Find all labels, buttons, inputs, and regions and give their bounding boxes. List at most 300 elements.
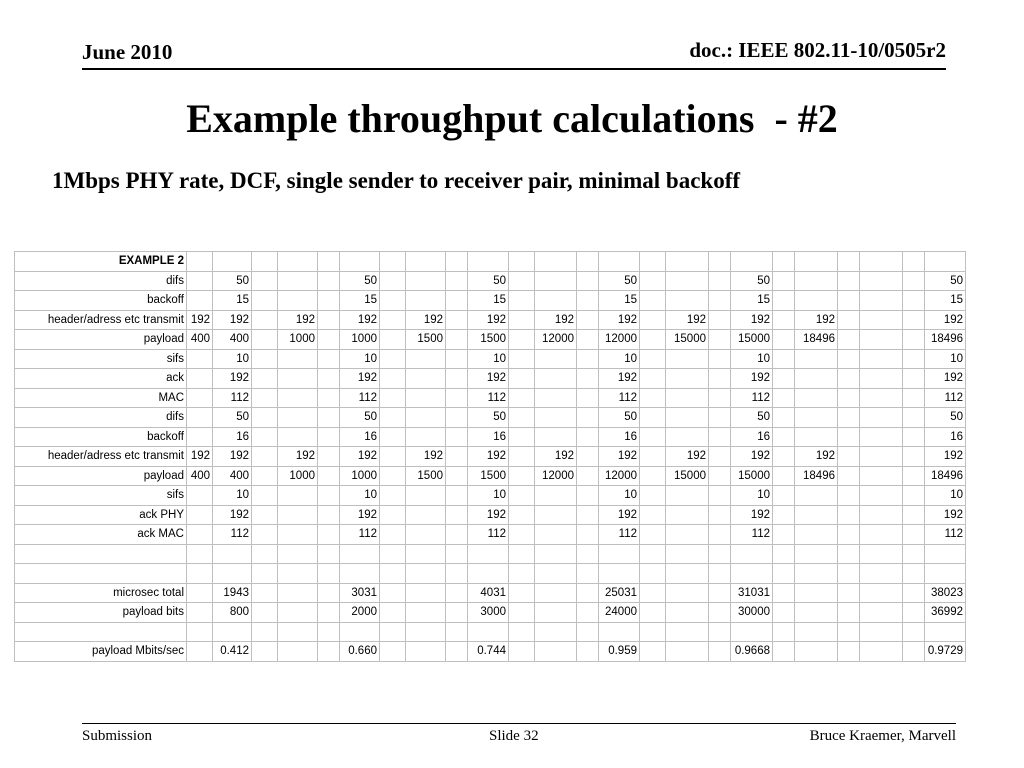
table-cell: [860, 525, 903, 545]
row-label: difs: [15, 271, 187, 291]
table-cell: [709, 369, 731, 389]
table-cell: 192: [535, 310, 577, 330]
table-cell: [406, 622, 446, 642]
table-cell: [903, 271, 925, 291]
table-cell: [252, 408, 278, 428]
table-cell: [252, 505, 278, 525]
table-cell: [406, 408, 446, 428]
table-cell: [709, 271, 731, 291]
table-cell: 1000: [278, 466, 318, 486]
table-cell: 31031: [731, 583, 773, 603]
table-cell: [406, 505, 446, 525]
table-cell: [252, 330, 278, 350]
table-cell: [446, 349, 468, 369]
table-cell: [640, 603, 666, 623]
table-row: [15, 622, 966, 642]
row-label: ack: [15, 369, 187, 389]
table-cell: [773, 622, 795, 642]
table-cell: [577, 427, 599, 447]
table-cell: 400: [213, 330, 252, 350]
table-cell: [252, 583, 278, 603]
table-cell: [446, 583, 468, 603]
table-cell: [860, 427, 903, 447]
table-cell: [252, 544, 278, 564]
table-cell: [577, 388, 599, 408]
table-cell: [838, 583, 860, 603]
table-cell: 50: [925, 271, 966, 291]
table-cell: [446, 310, 468, 330]
table-cell: [709, 388, 731, 408]
table-cell: [380, 622, 406, 642]
row-label: payload bits: [15, 603, 187, 623]
table-cell: 10: [468, 486, 509, 506]
table-cell: [838, 330, 860, 350]
table-cell: [380, 252, 406, 272]
table-cell: [903, 369, 925, 389]
table-cell: 192: [468, 447, 509, 467]
table-row: [15, 466, 966, 486]
table-cell: [252, 466, 278, 486]
table-cell: 192: [925, 369, 966, 389]
table-cell: [278, 349, 318, 369]
table-cell: 16: [213, 427, 252, 447]
table-cell: [380, 349, 406, 369]
table-cell: [731, 544, 773, 564]
table-cell: [380, 427, 406, 447]
table-cell: [187, 642, 213, 662]
table-cell: [860, 486, 903, 506]
table-cell: [318, 349, 340, 369]
table-cell: [773, 291, 795, 311]
table-cell: 36992: [925, 603, 966, 623]
table-cell: [666, 622, 709, 642]
table-cell: 0.959: [599, 642, 640, 662]
table-cell: [838, 349, 860, 369]
table-cell: [318, 310, 340, 330]
table-cell: [599, 252, 640, 272]
row-label: sifs: [15, 349, 187, 369]
table-cell: [406, 525, 446, 545]
table-cell: [640, 349, 666, 369]
table-cell: [252, 564, 278, 584]
header-doc-id: doc.: IEEE 802.11-10/0505r2: [689, 38, 946, 62]
table-cell: [838, 369, 860, 389]
table-cell: [577, 505, 599, 525]
table-cell: [838, 505, 860, 525]
table-cell: 10: [340, 486, 380, 506]
table-cell: [213, 252, 252, 272]
table-cell: [773, 310, 795, 330]
table-cell: [838, 252, 860, 272]
table-cell: [252, 525, 278, 545]
table-cell: [318, 564, 340, 584]
table-cell: 3000: [468, 603, 509, 623]
table-cell: [535, 505, 577, 525]
table-cell: [406, 291, 446, 311]
table-cell: [838, 310, 860, 330]
table-cell: 1500: [406, 330, 446, 350]
table-cell: [795, 252, 838, 272]
table-cell: 192: [599, 369, 640, 389]
table-cell: [406, 603, 446, 623]
table-cell: [318, 505, 340, 525]
table-cell: 192: [795, 447, 838, 467]
table-cell: [709, 505, 731, 525]
table-cell: 192: [599, 505, 640, 525]
header-divider: [82, 68, 946, 70]
table-cell: [731, 252, 773, 272]
table-cell: 112: [599, 388, 640, 408]
table-cell: [318, 369, 340, 389]
table-cell: [925, 544, 966, 564]
table-cell: [509, 271, 535, 291]
table-cell: 12000: [599, 330, 640, 350]
table-cell: [577, 369, 599, 389]
table-cell: [380, 525, 406, 545]
table-cell: [187, 427, 213, 447]
table-cell: 15: [731, 291, 773, 311]
table-cell: [509, 466, 535, 486]
table-cell: [795, 642, 838, 662]
table-cell: [535, 271, 577, 291]
table-cell: [640, 583, 666, 603]
table-cell: [446, 271, 468, 291]
table-cell: [406, 388, 446, 408]
table-cell: [406, 271, 446, 291]
table-cell: [773, 388, 795, 408]
table-cell: [535, 486, 577, 506]
table-cell: [446, 486, 468, 506]
table-cell: [468, 252, 509, 272]
row-label: header/adress etc transmit: [15, 447, 187, 467]
table-cell: 192: [731, 447, 773, 467]
table-cell: 112: [213, 525, 252, 545]
table-cell: 1500: [406, 466, 446, 486]
table-cell: [446, 427, 468, 447]
table-cell: [509, 486, 535, 506]
table-cell: [903, 642, 925, 662]
table-cell: 0.660: [340, 642, 380, 662]
table-cell: 2000: [340, 603, 380, 623]
table-cell: 12000: [599, 466, 640, 486]
table-cell: [640, 544, 666, 564]
table-row: [15, 564, 966, 584]
table-cell: [773, 544, 795, 564]
table-cell: [318, 291, 340, 311]
table-cell: [666, 291, 709, 311]
table-cell: [709, 642, 731, 662]
table-cell: [509, 310, 535, 330]
table-cell: [925, 252, 966, 272]
table-cell: 112: [340, 388, 380, 408]
table-cell: [666, 505, 709, 525]
table-cell: 192: [599, 447, 640, 467]
table-cell: [318, 603, 340, 623]
table-cell: [577, 583, 599, 603]
table-cell: [860, 564, 903, 584]
table-cell: [838, 603, 860, 623]
table-cell: [278, 544, 318, 564]
table-cell: [318, 544, 340, 564]
table-row: [15, 427, 966, 447]
table-cell: [252, 349, 278, 369]
table-cell: [709, 330, 731, 350]
table-cell: [509, 427, 535, 447]
footer-submission: Submission: [82, 728, 153, 744]
table-cell: [640, 466, 666, 486]
table-cell: [340, 544, 380, 564]
table-cell: [380, 291, 406, 311]
table-cell: [640, 330, 666, 350]
table-cell: [860, 310, 903, 330]
table-cell: 192: [340, 310, 380, 330]
table-cell: [577, 466, 599, 486]
table-cell: [380, 564, 406, 584]
table-cell: [860, 408, 903, 428]
table-cell: [903, 486, 925, 506]
table-cell: 1000: [278, 330, 318, 350]
table-cell: 800: [213, 603, 252, 623]
table-cell: [187, 544, 213, 564]
table-cell: [318, 466, 340, 486]
table-cell: [468, 622, 509, 642]
table-row: [15, 408, 966, 428]
table-cell: 10: [925, 486, 966, 506]
table-cell: 112: [599, 525, 640, 545]
table-row: [15, 310, 966, 330]
table-cell: [318, 252, 340, 272]
table-cell: [535, 369, 577, 389]
table-cell: 1000: [340, 466, 380, 486]
table-cell: [925, 622, 966, 642]
table-cell: [278, 369, 318, 389]
table-cell: [278, 486, 318, 506]
table-cell: [860, 388, 903, 408]
table-cell: [773, 252, 795, 272]
table-cell: [509, 330, 535, 350]
row-label: EXAMPLE 2: [15, 252, 187, 272]
table-cell: [278, 505, 318, 525]
table-cell: [577, 271, 599, 291]
table-cell: 16: [340, 427, 380, 447]
table-row: [15, 486, 966, 506]
table-cell: [535, 642, 577, 662]
table-cell: [773, 271, 795, 291]
table-cell: [213, 622, 252, 642]
table-row: [15, 642, 966, 662]
table-cell: [446, 642, 468, 662]
table-cell: [795, 525, 838, 545]
table-cell: [318, 642, 340, 662]
table-cell: [666, 525, 709, 545]
table-cell: [795, 388, 838, 408]
table-cell: 24000: [599, 603, 640, 623]
table-cell: 192: [213, 310, 252, 330]
table-cell: [318, 447, 340, 467]
table-cell: [709, 408, 731, 428]
table-cell: [577, 642, 599, 662]
table-cell: [187, 622, 213, 642]
table-cell: [903, 603, 925, 623]
table-cell: [278, 252, 318, 272]
table-cell: [446, 369, 468, 389]
table-cell: 192: [666, 310, 709, 330]
table-cell: 10: [731, 486, 773, 506]
table-cell: [666, 642, 709, 662]
table-cell: [795, 291, 838, 311]
table-cell: [666, 349, 709, 369]
table-cell: [709, 525, 731, 545]
table-cell: 1943: [213, 583, 252, 603]
table-cell: [187, 603, 213, 623]
table-cell: [903, 622, 925, 642]
table-cell: 15000: [731, 466, 773, 486]
table-cell: 10: [340, 349, 380, 369]
table-cell: [640, 486, 666, 506]
table-cell: [666, 583, 709, 603]
table-cell: 192: [795, 310, 838, 330]
table-cell: 3031: [340, 583, 380, 603]
table-cell: 192: [213, 369, 252, 389]
table-cell: [903, 388, 925, 408]
table-cell: 50: [213, 271, 252, 291]
table-cell: [773, 564, 795, 584]
table-cell: 10: [599, 349, 640, 369]
spreadsheet-table-container: [14, 251, 966, 662]
table-cell: [509, 369, 535, 389]
table-cell: [380, 544, 406, 564]
table-cell: 400: [213, 466, 252, 486]
table-cell: [318, 583, 340, 603]
table-cell: 50: [731, 408, 773, 428]
table-cell: [380, 583, 406, 603]
table-cell: [187, 388, 213, 408]
table-cell: [252, 369, 278, 389]
table-cell: [509, 544, 535, 564]
row-label: ack MAC: [15, 525, 187, 545]
table-cell: 16: [731, 427, 773, 447]
table-cell: 1500: [468, 330, 509, 350]
table-cell: [640, 408, 666, 428]
table-cell: 192: [406, 447, 446, 467]
table-cell: [795, 486, 838, 506]
table-cell: [535, 427, 577, 447]
table-cell: [773, 349, 795, 369]
table-cell: [860, 252, 903, 272]
table-cell: 50: [468, 271, 509, 291]
table-cell: [860, 603, 903, 623]
table-cell: 112: [731, 388, 773, 408]
table-cell: [278, 271, 318, 291]
table-cell: [446, 525, 468, 545]
slide-title: Example throughput calculations - #2: [186, 96, 838, 141]
table-cell: [795, 427, 838, 447]
table-cell: [709, 564, 731, 584]
table-cell: 15000: [666, 330, 709, 350]
table-cell: 400: [187, 330, 213, 350]
table-row: [15, 291, 966, 311]
table-cell: [252, 642, 278, 662]
table-cell: 25031: [599, 583, 640, 603]
table-cell: [795, 271, 838, 291]
table-cell: [838, 447, 860, 467]
table-cell: [406, 369, 446, 389]
table-cell: 0.9668: [731, 642, 773, 662]
table-cell: [599, 564, 640, 584]
table-cell: 50: [599, 408, 640, 428]
row-label: backoff: [15, 427, 187, 447]
table-cell: [773, 505, 795, 525]
table-cell: 0.412: [213, 642, 252, 662]
table-cell: 192: [535, 447, 577, 467]
table-cell: 112: [468, 525, 509, 545]
table-cell: [903, 310, 925, 330]
table-cell: 192: [278, 310, 318, 330]
table-cell: [318, 427, 340, 447]
table-cell: [640, 505, 666, 525]
table-cell: [709, 427, 731, 447]
table-cell: 192: [187, 447, 213, 467]
table-cell: [278, 427, 318, 447]
table-cell: [406, 642, 446, 662]
table-cell: 50: [599, 271, 640, 291]
table-cell: 400: [187, 466, 213, 486]
table-row: [15, 330, 966, 350]
table-cell: [666, 369, 709, 389]
table-cell: [380, 388, 406, 408]
table-cell: [795, 564, 838, 584]
table-cell: 192: [925, 447, 966, 467]
table-cell: [903, 505, 925, 525]
table-cell: 192: [731, 505, 773, 525]
table-cell: [535, 291, 577, 311]
table-cell: [838, 642, 860, 662]
table-cell: [318, 330, 340, 350]
table-cell: [795, 544, 838, 564]
table-cell: [903, 544, 925, 564]
row-label: [15, 544, 187, 564]
table-cell: 112: [925, 388, 966, 408]
row-label: MAC: [15, 388, 187, 408]
table-cell: [640, 564, 666, 584]
table-cell: [187, 583, 213, 603]
table-cell: [187, 408, 213, 428]
table-cell: [860, 369, 903, 389]
table-cell: 192: [187, 310, 213, 330]
table-cell: [535, 564, 577, 584]
table-cell: 18496: [795, 466, 838, 486]
table-cell: [535, 252, 577, 272]
table-cell: [925, 564, 966, 584]
table-cell: [278, 564, 318, 584]
table-cell: [640, 622, 666, 642]
table-cell: 192: [731, 369, 773, 389]
table-cell: [187, 349, 213, 369]
table-cell: 50: [213, 408, 252, 428]
table-cell: [406, 427, 446, 447]
table-cell: [795, 583, 838, 603]
footer-author: Bruce Kraemer, Marvell: [809, 728, 956, 744]
table-cell: [773, 583, 795, 603]
table-cell: [860, 330, 903, 350]
table-cell: [446, 447, 468, 467]
table-cell: [318, 486, 340, 506]
table-cell: [187, 564, 213, 584]
table-cell: [599, 622, 640, 642]
table-cell: 18496: [925, 330, 966, 350]
table-cell: 12000: [535, 466, 577, 486]
table-cell: [340, 564, 380, 584]
